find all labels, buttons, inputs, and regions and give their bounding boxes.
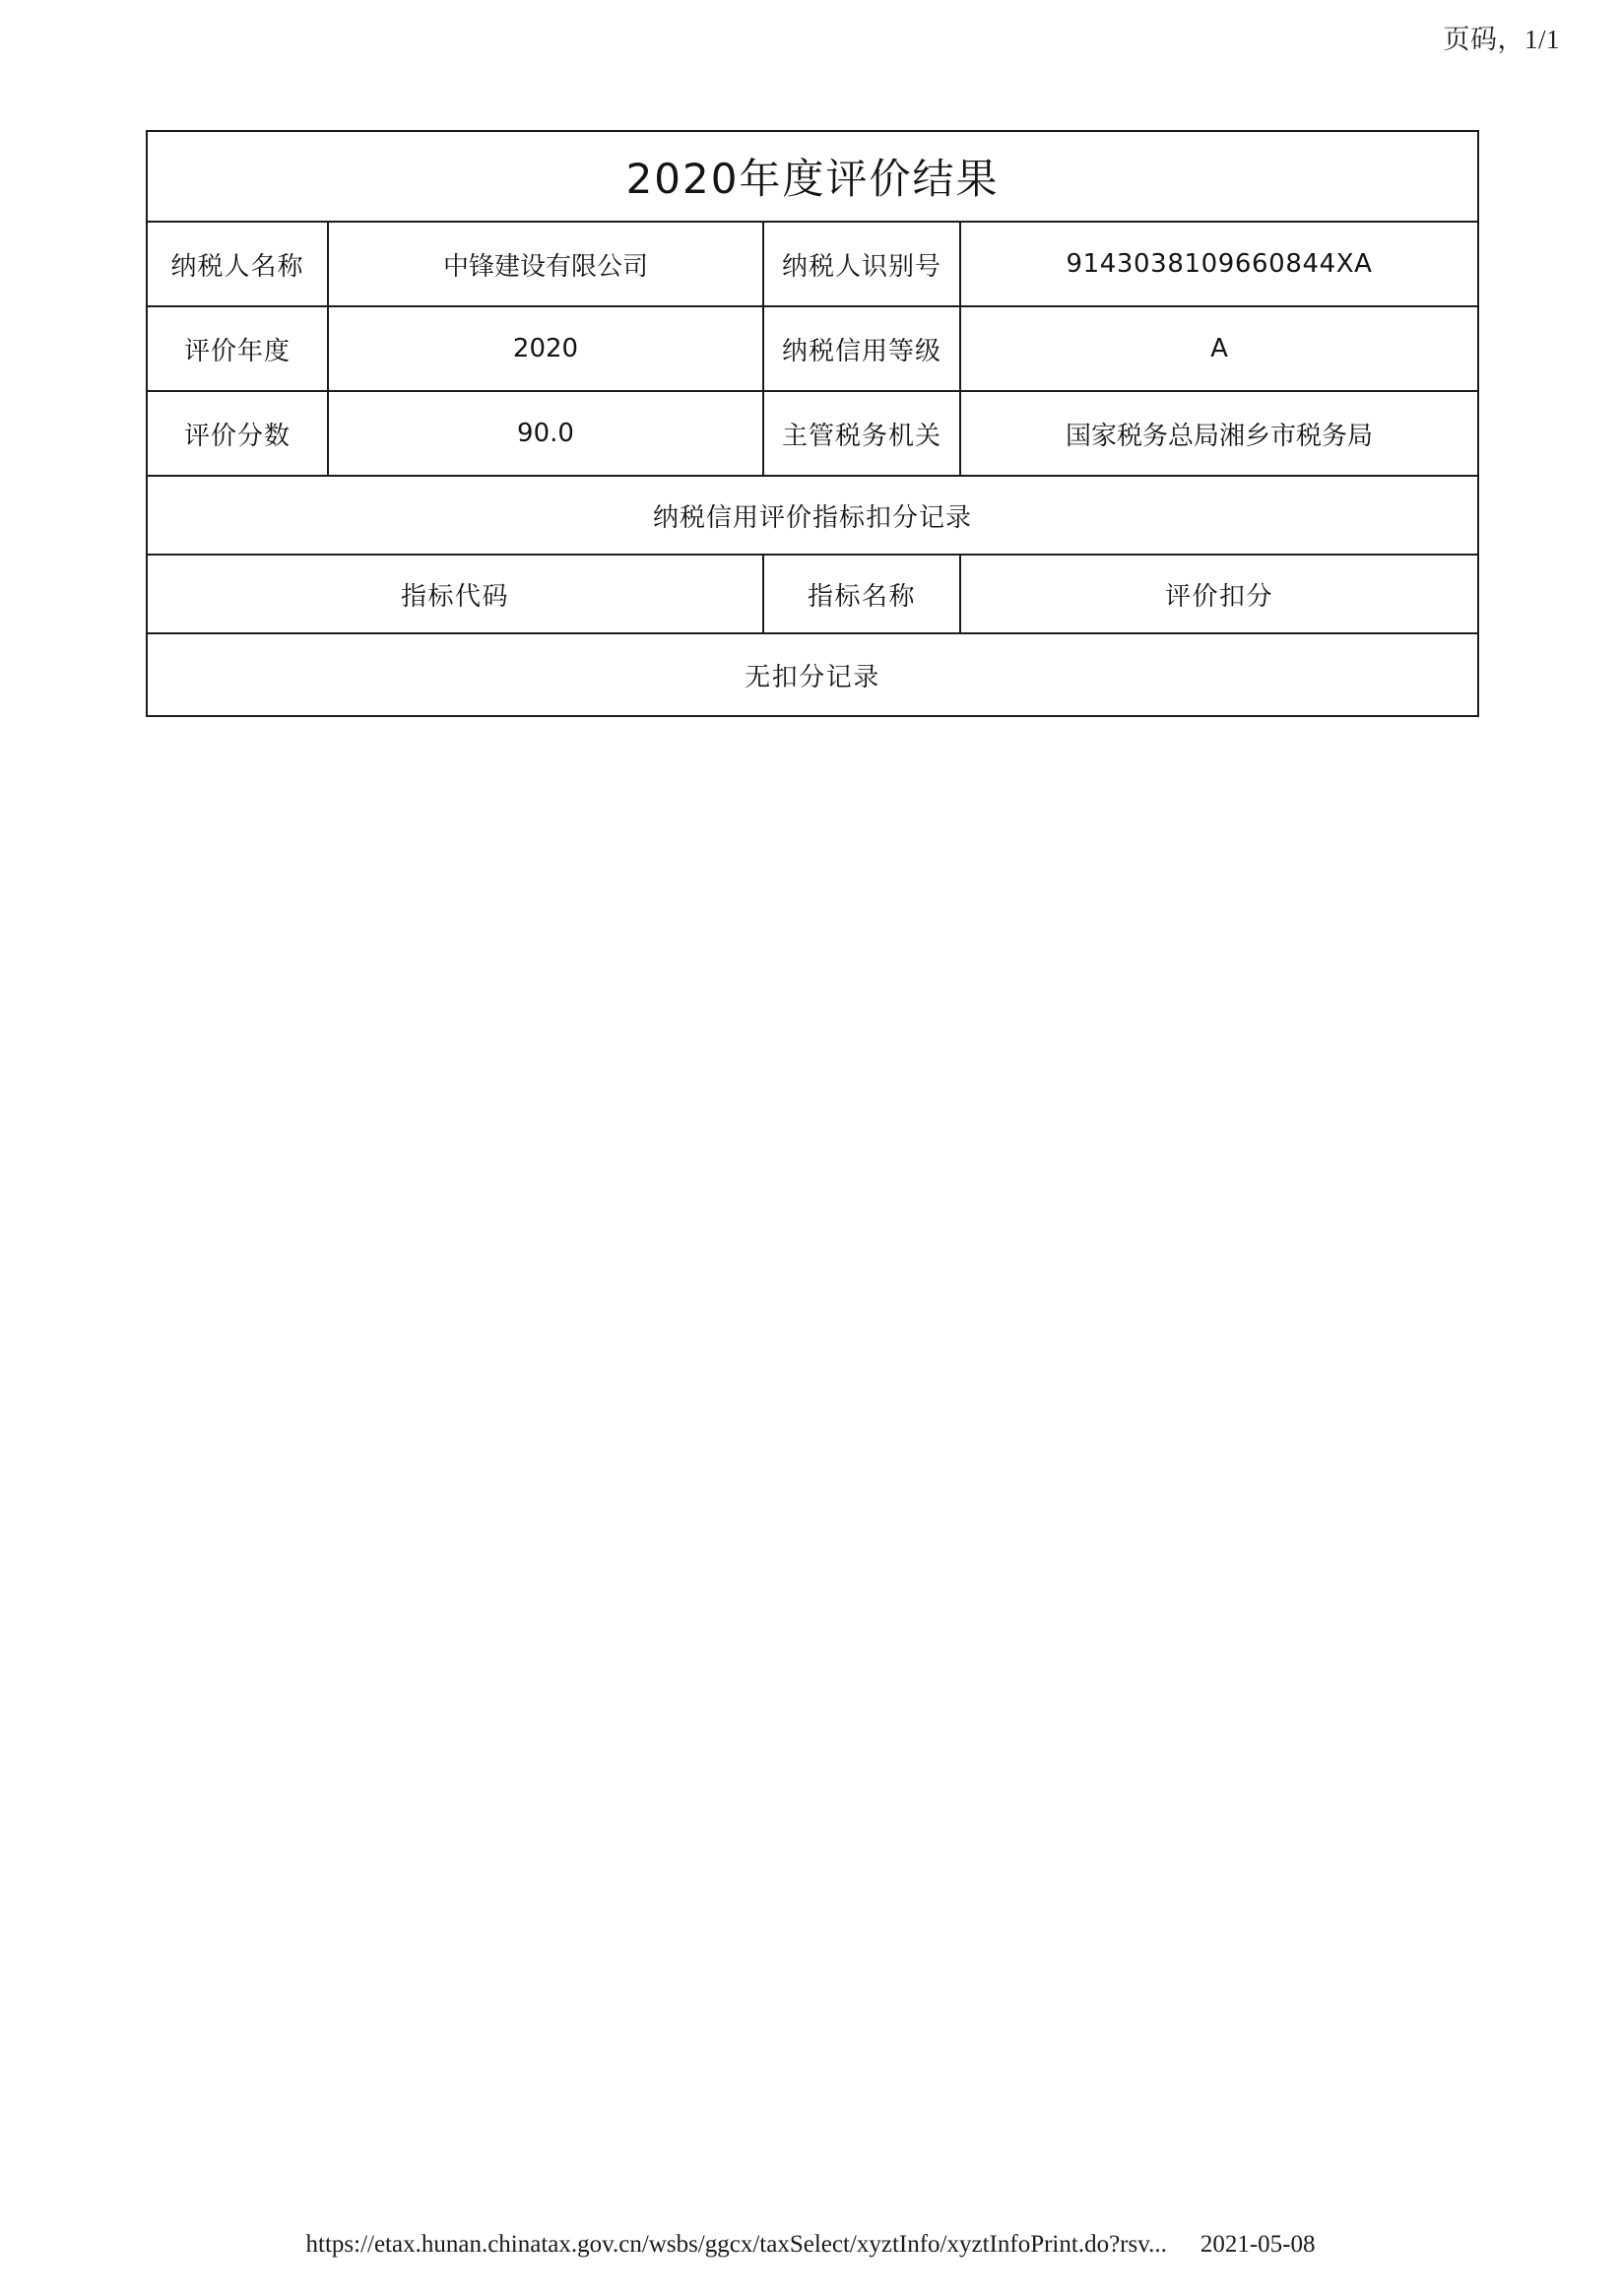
taxpayer-name-label: 纳税人名称 <box>147 222 328 306</box>
tax-authority-label: 主管税务机关 <box>763 391 960 476</box>
table-row <box>147 306 1478 391</box>
credit-rating-value: A <box>960 306 1478 391</box>
evaluation-year-label: 评价年度 <box>147 306 328 391</box>
footer-url: https://etax.hunan.chinatax.gov.cn/wsbs/ggcx/taxSelect/xyztInfo/xyztInfoPrint.do?rsv... <box>305 2231 1167 2258</box>
tax-authority-value: 国家税务总局湘乡市税务局 <box>960 391 1478 476</box>
taxpayer-id-value: 9143038109660844XA <box>960 222 1478 306</box>
evaluation-score-value: 90.0 <box>328 391 763 476</box>
table-row <box>147 222 1478 306</box>
column-header-deduction-score: 评价扣分 <box>960 555 1478 633</box>
deduction-section-title: 纳税信用评价指标扣分记录 <box>147 476 1478 555</box>
taxpayer-name-value: 中锋建设有限公司 <box>328 222 763 306</box>
footer-date: 2021-05-08 <box>1200 2231 1316 2258</box>
no-deduction-record-message: 无扣分记录 <box>147 633 1478 716</box>
page-number-header: 页码，1/1 <box>1443 25 1560 54</box>
credit-rating-label: 纳税信用等级 <box>763 306 960 391</box>
evaluation-score-label: 评价分数 <box>147 391 328 476</box>
column-header-indicator-name: 指标名称 <box>763 555 960 633</box>
document-title: 2020年度评价结果 <box>147 131 1478 222</box>
table-header-row <box>147 555 1478 633</box>
table-row-section <box>147 476 1478 555</box>
table-row-title <box>147 131 1478 222</box>
evaluation-result-table <box>146 130 1479 717</box>
taxpayer-id-label: 纳税人识别号 <box>763 222 960 306</box>
table-row-empty <box>147 633 1478 716</box>
evaluation-year-value: 2020 <box>328 306 763 391</box>
column-header-indicator-code: 指标代码 <box>147 555 763 633</box>
page-footer <box>0 2231 1621 2259</box>
table-row <box>147 391 1478 476</box>
